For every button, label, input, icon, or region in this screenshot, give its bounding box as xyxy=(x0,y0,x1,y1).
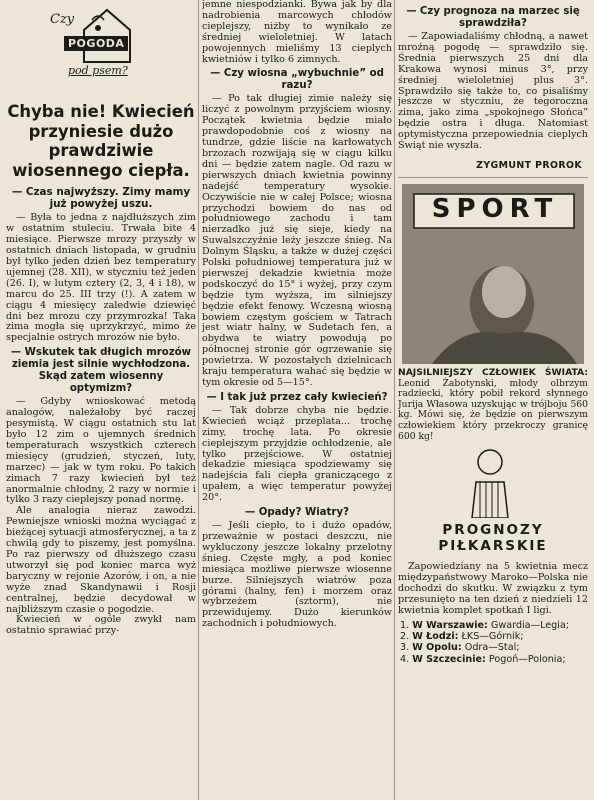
question-heading: — Opady? Wiatry? xyxy=(245,507,349,519)
question-heading: — Czy prognoza na marzec się sprawdziła? xyxy=(406,6,580,29)
pogoda-logo xyxy=(6,6,196,90)
football-player-icon xyxy=(460,448,520,518)
column-divider xyxy=(198,0,199,800)
column-2 xyxy=(202,0,392,800)
question-heading: — Wskutek tak długich mrozów ziemia jest silnie wychłodzona. Skąd zatem wiosenny optymizm? xyxy=(10,347,192,395)
column-1 xyxy=(6,0,196,800)
article-lede-question: — Czas najwyższy. Zimy mamy już powyżej uszu. xyxy=(11,186,191,211)
list-item: 1. W Warszawie: Gwardia—Legia; xyxy=(400,619,570,631)
question-heading: — I tak już przez cały kwiecień? xyxy=(206,391,388,403)
paragraph: — Zapowiadaliśmy chłodną, a nawet mroźną pogodę — sprawdziło się. Średnia pierwszych 25 dni dla Krakowa wynosi minus 3°, przy średniej wieloletniej plus 3°. Sprawdziło się także to, co pisaliśmy jeszcze w styczniu, że tegoroczna zima, jako zima „spokojnego Słońca” będzie ostra i długa. Natomiast optymistyczna przepowiednia cieplych Świąt nie wyszła. xyxy=(398,31,588,152)
logo-pogoda-text: POGODA xyxy=(64,36,128,51)
list-item: 4. W Szczecinie: Pogoń—Polonia; xyxy=(400,653,566,665)
logo-czy-text: Czy xyxy=(50,12,75,27)
section-divider xyxy=(398,177,588,178)
prognozy-title-line1: PROGNOZY xyxy=(442,522,544,539)
list-item: 3. W Opolu: Odra—Stal; xyxy=(400,642,520,654)
paragraph: Zapowiedziany na 5 kwietnia mecz międzypaństwowy Maroko—Polska nie dochodzi do skutku. W związku z tym przesunięto na ten dzień z niedzieli 12 kwietnia komplet spotkań I ligi. xyxy=(398,561,588,616)
paragraph: — Gdyby wnioskować metodą analogów, należałoby być raczej pesymistą. W ciągu ostatnich stu lat było 12 zim o ujemnych średnich temperaturach wszystkich czterech miesięcy (grudzień, styczeń, luty, marzec) — jak w tym roku. Po takich zimach 7 razy kwiecień był też anormalnie chłodny, 2 razy w normie i tylko 3 razy cieplejszy ponad normę. xyxy=(6,396,196,506)
prognozy-logo xyxy=(398,448,588,558)
question-heading: — Czy wiosna „wybuchnie” od razu? xyxy=(210,68,384,92)
paragraph: — Tak dobrze chyba nie będzie. Kwiecień wciąż przeplata... trochę zimy, trochę lata. Po okresie cieplejszym przyjdzie ochłodzenie, ale tylko przejściowe. W ostatniej dekadzie miesiąca spodziewamy się nadejścia fali ciepła graniczącego z upałem, a więc temperatur powyżej 20°. xyxy=(202,404,392,504)
sport-photo xyxy=(402,184,584,364)
column-3 xyxy=(398,0,588,800)
paragraph: jemne niespodzianki. Bywa jak by dla nadrobienia marcowych chłodów cieplejszy, niżby to wynikało ze średniej wieloletniej. W latach powojennych mieliśmy 13 cieplych kwietniów i tylko 6 zimnych. xyxy=(202,0,392,65)
paragraph: — Po tak długiej zimie należy się liczyć z powolnym przyjściem wiosny. Początek kwietnia będzie miało prawdopodobnie coś z wiosny na tundrze, gdzie liście na karłowatych brzozach rozwijają się w ciągu kilku dni — będzie zatem nagle. Od razu w pierwszych dniach kwietnia powinny nadejść temperatury wysokie. Oczywiście nie w całej Polsce; wiosna przychodzi bowiem do nas od południowego zachodu i tam nierzadko już się sieje, kiedy na Suwalszczyźnie leży jeszcze śnieg. Na Dolnym Śląsku, a także w dużej części Polski południowej temperatura już w pierwszej dekadzie kwietnia może podskoczyć do 15° i wyżej, przy czym będzie tym wyższa, im silniejszy będzie efekt fenowy. Wczesną wiosną bowiem częstym gościem w Tatrach jest wiatr halny, w Sudetach fen, a obydwa te wiatry powodują po północnej stronie gór ogrzewanie się powietrza. W pozostałych dzielnicach kraju temperatura wahać się będzie w tym okresie od 5—15°. xyxy=(202,93,392,388)
paragraph: Ale analogia nieraz zawodzi. Pewniejsze wnioski można wyciągać z bieżącej sytuacji atmosferycznej, a ta z chwilą gdy to piszemy, jest pomyślna. Po raz pierwszy od dłuższego czasu utworzył się pod koniec marca wyż baryczny w rejonie Azorów, i on, a nie wyże znad Skandynawii i Rosji centralnej, będzie decydował w najbliższym czasie o pogodzie. xyxy=(6,505,196,615)
column-divider xyxy=(394,0,395,800)
fixtures-list xyxy=(400,620,588,665)
paragraph: — Jeśli ciepło, to i dużo opadów, przeważnie w postaci deszczu, nie wykluczony jeszcze lokalny przelotny śnieg. Częste mgły, a pod koniec miesiąca możliwe pierwsze wiosenne burze. Silniejszych wiatrów poza górami (halny, fen) i morzem oraz wybrzeżem (sztorm), nie przewidujemy. Dużo kierunków zachodnich i południowych. xyxy=(202,520,392,630)
dog-house-icon xyxy=(78,6,136,64)
author-signature: ZYGMUNT PROROK xyxy=(476,159,582,171)
photo-caption xyxy=(398,368,588,442)
sport-label: SPORT xyxy=(431,193,559,224)
list-item: 2. W Łodzi: ŁKS—Górnik; xyxy=(400,630,524,642)
paragraph: — Była to jedna z najdłuższych zim w ostatnim stuleciu. Trwała bite 4 miesiące. Pierwsze mrozy przyszły w ostatnich dniach listopada, w grudniu był tylko jeden dzień bez temperatury ujemnej (28. XII), w styczniu też jeden (26. I), w lutym cztery (2, 3, 4 i 18), w marcu do 25. III trzy (!). A zatem w ciągu 4 miesięcy zaledwie dziewięć dni bez mrozu czy przymrozka! Taka zima mogła się uprzykrzyć, mimo że specjalnie ostrych mrozów nie było. xyxy=(6,212,196,344)
caption-text: Leonid Żabotynski, młody olbrzym radziecki, który pobił rekord słynnego Jurija Własowa uzyskując w trójboju 560 kg. Mówi się, że będzie on pierwszym człowiekiem który przekroczy granicę 600 kg! xyxy=(398,377,588,442)
logo-pod-psem-text: pod psem? xyxy=(68,64,128,77)
prognozy-title xyxy=(398,522,588,554)
article-headline: Chyba nie! Kwiecień przyniesie dużo prawdziwie wiosennego ciepła. xyxy=(7,102,195,180)
paragraph: Kwiecień w ogóle zwykł nam ostatnio sprawiać przy- xyxy=(6,614,196,637)
prognozy-title-line2: PIŁKARSKIE xyxy=(438,538,548,555)
caption-bold: NAJSILNIEJSZY CZŁOWIEK ŚWIATA: xyxy=(398,366,588,378)
